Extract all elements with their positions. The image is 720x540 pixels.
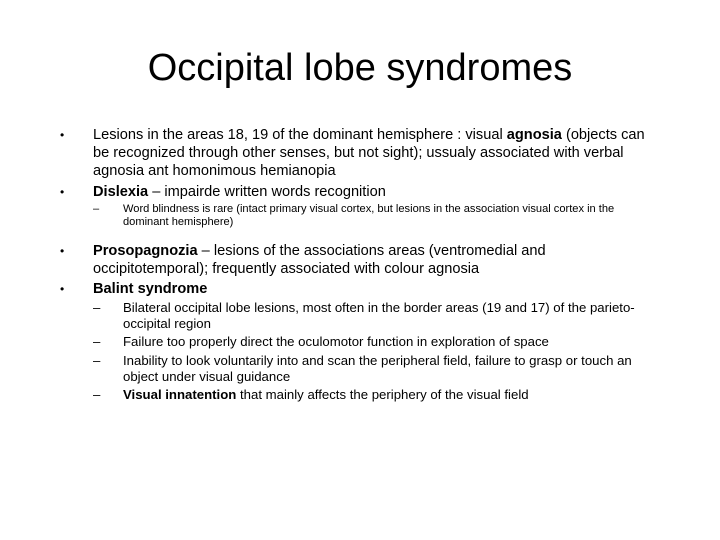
sub-item-text: Word blindness is rare (intact primary visual cortex, but lesions in the association visual cortex in the dominant hemisphere) [123, 202, 615, 229]
bullet-item [60, 126, 660, 181]
item-text: – impairde written words recognition [148, 183, 386, 200]
bullet-item [60, 280, 660, 298]
bullet-item [60, 183, 660, 201]
sub-item [93, 300, 660, 331]
bullet-icon: • [60, 128, 65, 142]
sub-item-text: that mainly affects the periphery of the visual field [236, 387, 529, 403]
item-bold-text: Prosopagnozia [93, 242, 198, 259]
slide-title: Occipital lobe syndromes [147, 47, 573, 89]
sub-item [93, 203, 660, 230]
sub-item [93, 334, 660, 350]
sub-item-bold-text: Visual innatention [123, 387, 237, 403]
item-bold-text: Dislexia [93, 183, 149, 200]
sub-item [93, 353, 660, 384]
sub-item [93, 387, 660, 403]
dash-icon: – [93, 353, 101, 369]
slide-content [60, 126, 660, 415]
dash-icon: – [93, 334, 101, 350]
dash-icon: – [93, 202, 100, 215]
sub-item-text: Failure too properly direct the oculomotor function in exploration of space [123, 334, 549, 350]
item-bold-text: Balint syndrome [93, 281, 208, 298]
sub-item-text: Bilateral occipital lobe lesions, most often in the border areas (19 and 17) of the parieto-occipital region [123, 300, 635, 331]
item-text: (objects can be recognized through other senses, but not sight); ussualy associated with verbal agnosia ant homonimous hemianopia [93, 127, 645, 180]
sub-list [60, 203, 660, 230]
bullet-icon: • [60, 243, 65, 258]
dash-icon: – [93, 300, 101, 316]
sub-item-text: Inability to look voluntarily into and scan the peripheral field, failure to grasp or touch an object under visual guidance [123, 353, 632, 384]
item-text: – lesions of the associations areas (ventromedial and occipitotemporal); frequently associated with colour agnosia [93, 242, 546, 277]
dash-icon: – [93, 387, 101, 403]
bullet-icon: • [60, 184, 65, 199]
bullet-icon: • [60, 282, 65, 297]
item-bold-text: agnosia [506, 127, 562, 143]
item-text: Lesions in the areas 18, 19 of the dominant hemisphere : visual [93, 127, 507, 143]
sub-list [60, 300, 660, 403]
bullet-item [60, 242, 660, 278]
